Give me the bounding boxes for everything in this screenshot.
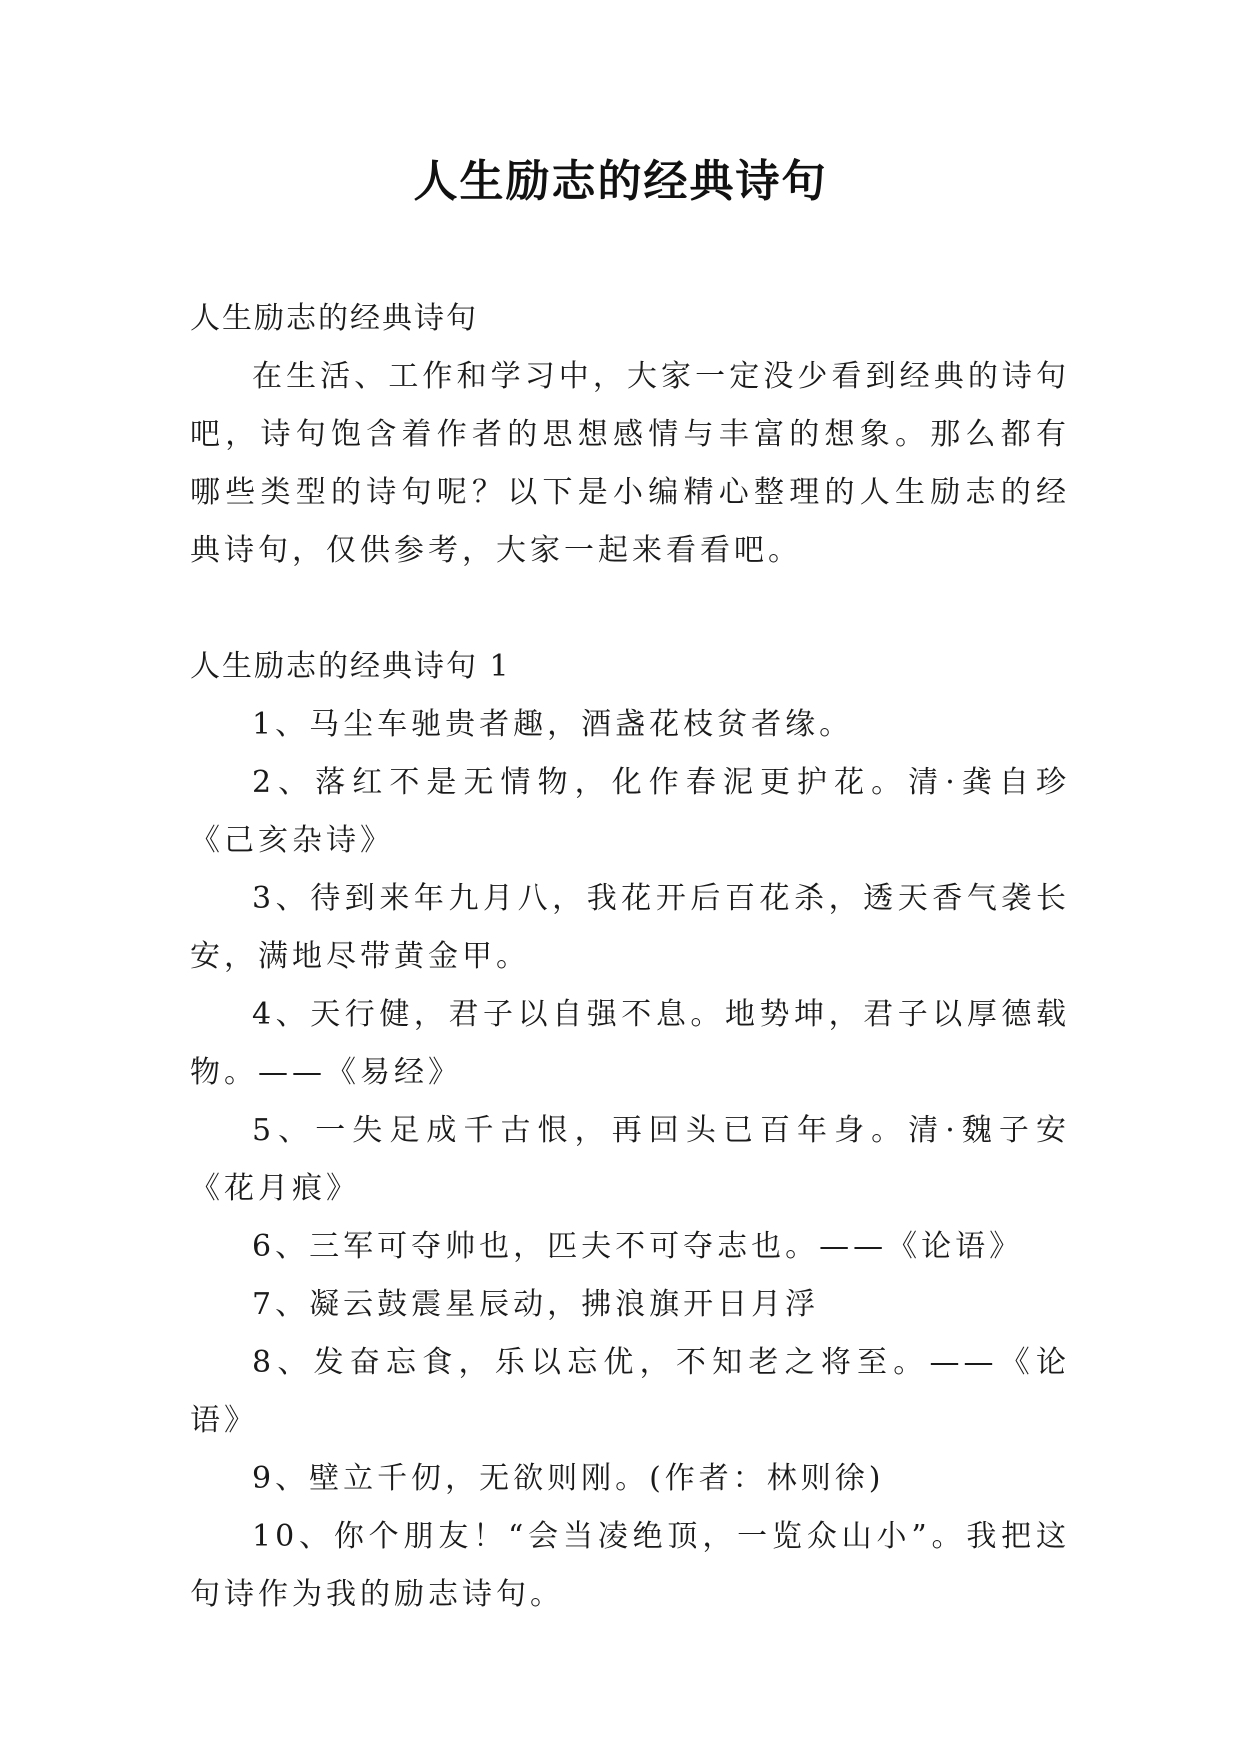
list-item: 1、马尘车驰贵者趣，酒盏花枝贫者缘。 (252, 707, 854, 742)
document-body (190, 290, 1070, 1624)
intro-paragraph: 在生活、工作和学习中，大家一定没少看到经典的诗句吧，诗句饱含着作者的思想感情与丰富的想象。那么都有哪些类型的诗句呢？以下是小编精心整理的人生励志的经典诗句，仅供参考，大家一起来看看吧。 (190, 359, 1070, 568)
list-item: 9、壁立千仞，无欲则刚。(作者：林则徐) (252, 1461, 885, 1496)
list-item: 10、你个朋友！“会当凌绝顶，一览众山小”。我把这句诗作为我的励志诗句。 (190, 1519, 1070, 1612)
list-item: 3、待到来年九月八，我花开后百花杀，透天香气袭长安，满地尽带黄金甲。 (190, 881, 1070, 974)
subtitle-line: 人生励志的经典诗句 (190, 301, 478, 336)
paragraph-spacer (190, 580, 1070, 638)
document-title: 人生励志的经典诗句 (413, 156, 828, 207)
list-item: 7、凝云鼓震星辰动，拂浪旗开日月浮 (252, 1287, 820, 1322)
list-item: 8、发奋忘食，乐以忘优，不知老之将至。——《论语》 (190, 1345, 1070, 1438)
list-item: 4、天行健，君子以自强不息。地势坤，君子以厚德载物。——《易经》 (190, 997, 1070, 1090)
list-item: 6、三军可夺帅也，匹夫不可夺志也。——《论语》 (252, 1229, 1024, 1264)
list-item: 2、落红不是无情物，化作春泥更护花。清·龚自珍《己亥杂诗》 (190, 765, 1070, 858)
list-item: 5、一失足成千古恨，再回头已百年身。清·魏子安《花月痕》 (190, 1113, 1070, 1206)
section-heading: 人生励志的经典诗句 1 (190, 649, 511, 684)
